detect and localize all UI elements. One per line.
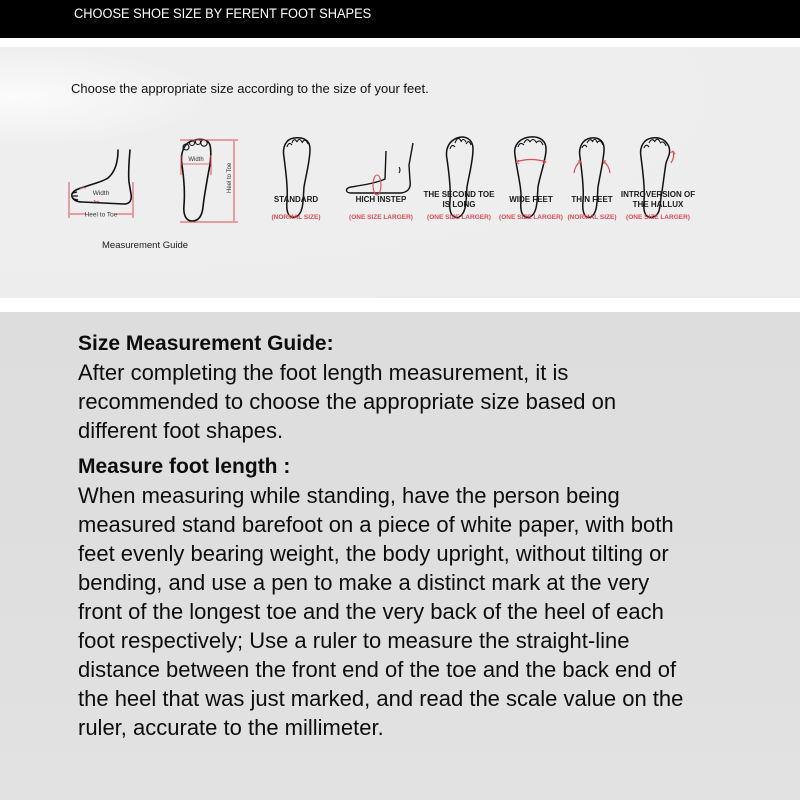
shape-thin-feet: THIN FEET (NORMAL SIZE) xyxy=(552,135,632,221)
svg-text:Heel to Toe: Heel to Toe xyxy=(84,211,118,219)
foot-shape-guide xyxy=(0,47,800,298)
shape-standard: STANDARD (NORMAL SIZE) xyxy=(256,135,336,221)
side-foot-measure-icon xyxy=(66,142,138,222)
section-body-size-guide: After completing the foot length measurement, it is recommended to choose the appropriate size based on different foot shapes. xyxy=(78,360,617,443)
guide-intro: Choose the appropriate size according to the size of your feet. xyxy=(71,81,429,96)
svg-text:Width: Width xyxy=(188,157,204,163)
standard-foot-icon xyxy=(276,135,316,221)
wide-feet-foot-icon xyxy=(508,135,554,221)
svg-text:Width: Width xyxy=(92,190,110,197)
top-foot-measure-icon xyxy=(174,135,244,225)
shape-wide-feet: WIDE FEET (ONE SIZE LARGER) xyxy=(491,135,571,221)
shape-second-toe-long: THE SECOND TOE IS LONG (ONE SIZE LARGER) xyxy=(419,135,499,221)
size-guide-article xyxy=(0,312,800,800)
section-heading-measure-length: Measure foot length : xyxy=(78,455,291,478)
section-heading-size-guide: Size Measurement Guide: xyxy=(78,332,334,355)
measurement-guide-caption: Measurement Guide xyxy=(102,240,189,251)
thin-feet-foot-icon xyxy=(569,135,615,221)
header-bar xyxy=(0,0,800,38)
shape-hallux-introversion: INTROVERSION OF THE HALLUX (ONE SIZE LARGER) xyxy=(618,135,698,221)
section-body-measure-length: When measuring while standing, have the person being measured stand barefoot on a piece of white paper, with both feet evenly bearing weight, the body upright, without tilting or bending, and use a pen to make a distinct mark at the very front of the longest toe and the very back of the heel of each foot respectively; Use a ruler to measure the straight-line distance between the front end of the toe and the back end of the heel that was just marked, and read the scale value on the ruler, accurate to the millimeter. xyxy=(78,483,684,740)
high-instep-foot-icon xyxy=(341,135,421,221)
svg-text:Heel to Toe: Heel to Toe xyxy=(227,162,233,193)
page-title: CHOOSE SHOE SIZE BY FERENT FOOT SHAPES xyxy=(74,6,372,21)
shape-high-instep: HICH INSTEP (ONE SIZE LARGER) xyxy=(341,135,421,221)
